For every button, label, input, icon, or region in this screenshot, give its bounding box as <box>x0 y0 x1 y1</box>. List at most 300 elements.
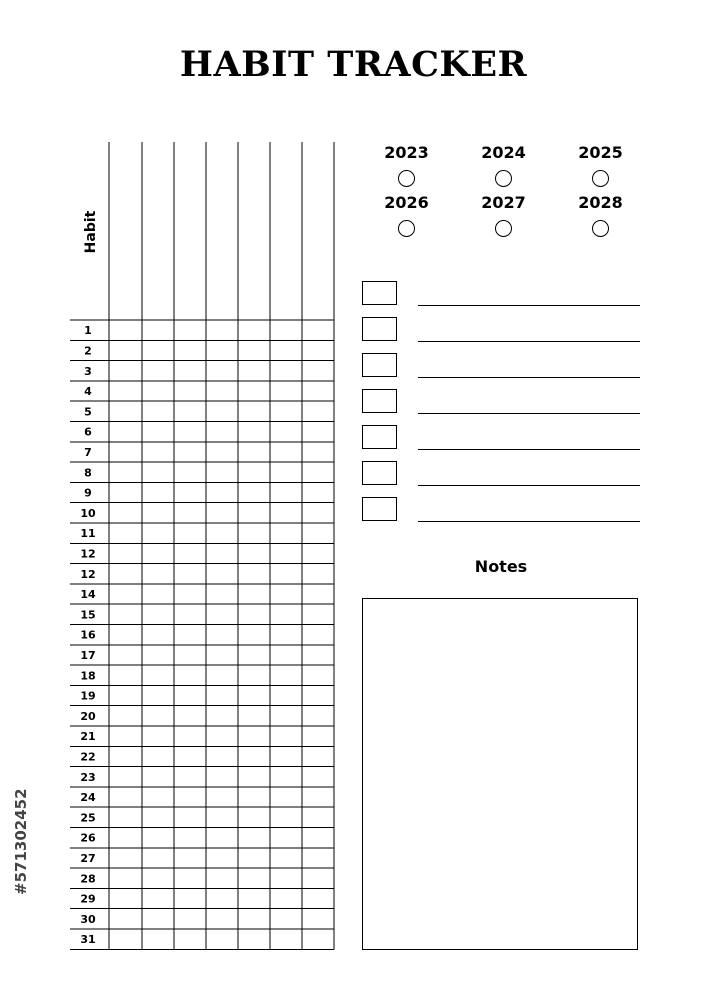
habit-check-cell[interactable] <box>109 929 142 949</box>
habit-check-cell[interactable] <box>109 909 142 929</box>
habit-check-cell[interactable] <box>302 787 334 807</box>
habit-check-cell[interactable] <box>174 381 206 401</box>
habit-check-cell[interactable] <box>206 543 238 563</box>
habit-check-cell[interactable] <box>109 625 142 645</box>
habit-check-cell[interactable] <box>174 848 206 868</box>
habit-name-cell[interactable] <box>109 142 142 320</box>
habit-check-cell[interactable] <box>206 828 238 848</box>
habit-check-cell[interactable] <box>142 828 174 848</box>
habit-check-cell[interactable] <box>206 401 238 421</box>
habit-check-cell[interactable] <box>174 604 206 624</box>
habit-check-cell[interactable] <box>206 340 238 360</box>
habit-check-cell[interactable] <box>109 442 142 462</box>
year-option[interactable] <box>455 192 552 240</box>
year-radio[interactable] <box>495 170 512 187</box>
day-number: 3 <box>84 364 92 378</box>
habit-check-cell[interactable] <box>238 340 270 360</box>
habit-check-cell[interactable] <box>142 665 174 685</box>
habit-check-cell[interactable] <box>142 787 174 807</box>
habit-check-cell[interactable] <box>206 909 238 929</box>
habit-check-cell[interactable] <box>302 685 334 705</box>
habit-check-cell[interactable] <box>109 361 142 381</box>
habit-check-cell[interactable] <box>238 726 270 746</box>
habit-check-cell[interactable] <box>174 442 206 462</box>
habit-check-cell[interactable] <box>270 909 302 929</box>
habit-check-cell[interactable] <box>270 685 302 705</box>
habit-check-cell[interactable] <box>142 645 174 665</box>
day-number: 17 <box>80 648 96 662</box>
habit-check-cell[interactable] <box>270 807 302 827</box>
habit-check-cell[interactable] <box>109 543 142 563</box>
habit-check-cell[interactable] <box>206 462 238 482</box>
habit-check-cell[interactable] <box>142 767 174 787</box>
habit-check-cell[interactable] <box>142 807 174 827</box>
habit-check-cell[interactable] <box>302 726 334 746</box>
day-number: 11 <box>80 527 96 541</box>
day-number: 16 <box>80 628 96 642</box>
habit-check-cell[interactable] <box>270 848 302 868</box>
habit-check-cell[interactable] <box>206 645 238 665</box>
habit-check-cell[interactable] <box>238 320 270 340</box>
habit-check-cell[interactable] <box>142 340 174 360</box>
year-option[interactable] <box>358 192 455 240</box>
habit-check-cell[interactable] <box>302 828 334 848</box>
habit-check-cell[interactable] <box>238 706 270 726</box>
habit-check-cell[interactable] <box>270 706 302 726</box>
habit-check-cell[interactable] <box>142 442 174 462</box>
habit-check-cell[interactable] <box>174 503 206 523</box>
habit-check-cell[interactable] <box>109 604 142 624</box>
habit-check-cell[interactable] <box>142 482 174 502</box>
habit-check-cell[interactable] <box>142 909 174 929</box>
habit-check-cell[interactable] <box>238 787 270 807</box>
task-row <box>362 353 640 379</box>
task-line[interactable] <box>418 449 640 450</box>
habit-check-cell[interactable] <box>174 685 206 705</box>
habit-check-cell[interactable] <box>174 361 206 381</box>
habit-check-cell[interactable] <box>302 584 334 604</box>
habit-check-cell[interactable] <box>109 645 142 665</box>
habit-check-cell[interactable] <box>206 584 238 604</box>
page-title: HABIT TRACKER <box>179 44 528 85</box>
habit-check-cell[interactable] <box>206 767 238 787</box>
habit-check-cell[interactable] <box>142 361 174 381</box>
habit-check-cell[interactable] <box>206 320 238 340</box>
habit-check-cell[interactable] <box>109 828 142 848</box>
habit-check-cell[interactable] <box>270 767 302 787</box>
habit-check-cell[interactable] <box>142 726 174 746</box>
habit-check-cell[interactable] <box>109 584 142 604</box>
habit-check-cell[interactable] <box>302 888 334 908</box>
task-row <box>362 281 640 307</box>
habit-check-cell[interactable] <box>302 868 334 888</box>
habit-check-cell[interactable] <box>174 888 206 908</box>
habit-check-cell[interactable] <box>302 503 334 523</box>
habit-check-cell[interactable] <box>206 888 238 908</box>
day-number: 2 <box>84 344 92 358</box>
task-line[interactable] <box>418 521 640 522</box>
habit-check-cell[interactable] <box>206 685 238 705</box>
habit-check-cell[interactable] <box>206 665 238 685</box>
habit-check-cell[interactable] <box>238 868 270 888</box>
habit-check-cell[interactable] <box>270 888 302 908</box>
habit-check-cell[interactable] <box>174 543 206 563</box>
habit-check-cell[interactable] <box>109 868 142 888</box>
year-label: 2025 <box>578 143 623 162</box>
day-number: 24 <box>80 791 96 805</box>
habit-check-cell[interactable] <box>206 422 238 442</box>
day-number: 1 <box>84 324 92 338</box>
habit-check-cell[interactable] <box>270 320 302 340</box>
day-number: 6 <box>84 425 92 439</box>
habit-check-cell[interactable] <box>238 584 270 604</box>
habit-check-cell[interactable] <box>206 868 238 888</box>
year-option[interactable] <box>455 142 552 190</box>
day-number: 27 <box>80 851 96 865</box>
habit-check-cell[interactable] <box>206 381 238 401</box>
year-label: 2027 <box>481 193 526 212</box>
habit-check-cell[interactable] <box>174 340 206 360</box>
habit-check-cell[interactable] <box>174 401 206 421</box>
habit-check-cell[interactable] <box>302 401 334 421</box>
task-checkbox[interactable] <box>362 461 397 485</box>
year-option[interactable] <box>552 192 649 240</box>
habit-check-cell[interactable] <box>302 645 334 665</box>
habit-check-cell[interactable] <box>302 767 334 787</box>
day-number: 14 <box>80 588 96 602</box>
habit-check-cell[interactable] <box>270 523 302 543</box>
day-number: 8 <box>84 466 92 480</box>
habit-check-cell[interactable] <box>302 848 334 868</box>
habit-check-cell[interactable] <box>206 564 238 584</box>
habit-check-cell[interactable] <box>270 828 302 848</box>
habit-check-cell[interactable] <box>142 584 174 604</box>
habit-check-cell[interactable] <box>238 564 270 584</box>
habit-check-cell[interactable] <box>174 584 206 604</box>
habit-check-cell[interactable] <box>174 787 206 807</box>
habit-check-cell[interactable] <box>109 422 142 442</box>
task-checkbox[interactable] <box>362 497 397 521</box>
habit-check-cell[interactable] <box>238 625 270 645</box>
habit-check-cell[interactable] <box>206 726 238 746</box>
habit-check-cell[interactable] <box>302 909 334 929</box>
habit-check-cell[interactable] <box>238 543 270 563</box>
habit-check-cell[interactable] <box>238 828 270 848</box>
habit-check-cell[interactable] <box>302 442 334 462</box>
year-radio[interactable] <box>398 170 415 187</box>
habit-check-cell[interactable] <box>238 685 270 705</box>
habit-check-cell[interactable] <box>109 482 142 502</box>
year-radio[interactable] <box>398 220 415 237</box>
habit-check-cell[interactable] <box>206 706 238 726</box>
day-number: 15 <box>80 608 96 622</box>
habit-column-label: Habit <box>83 210 99 254</box>
habit-check-cell[interactable] <box>270 787 302 807</box>
day-number: 4 <box>84 385 92 399</box>
habit-check-cell[interactable] <box>109 340 142 360</box>
habit-check-cell[interactable] <box>109 746 142 766</box>
habit-check-cell[interactable] <box>174 665 206 685</box>
day-number: 29 <box>80 892 96 906</box>
habit-check-cell[interactable] <box>302 340 334 360</box>
habit-check-cell[interactable] <box>109 564 142 584</box>
habit-check-cell[interactable] <box>142 685 174 705</box>
day-number: 9 <box>84 486 92 500</box>
habit-check-cell[interactable] <box>174 523 206 543</box>
habit-check-cell[interactable] <box>174 320 206 340</box>
habit-check-cell[interactable] <box>270 625 302 645</box>
habit-check-cell[interactable] <box>302 625 334 645</box>
task-row <box>362 317 640 343</box>
habit-check-cell[interactable] <box>109 462 142 482</box>
habit-name-cell[interactable] <box>174 142 206 320</box>
day-number: 21 <box>80 730 96 744</box>
habit-name-cell[interactable] <box>238 142 270 320</box>
habit-check-cell[interactable] <box>302 604 334 624</box>
habit-check-cell[interactable] <box>270 604 302 624</box>
habit-check-cell[interactable] <box>270 401 302 421</box>
habit-check-cell[interactable] <box>238 888 270 908</box>
year-label: 2026 <box>384 193 429 212</box>
habit-check-cell[interactable] <box>302 381 334 401</box>
year-option[interactable] <box>358 142 455 190</box>
task-checkbox[interactable] <box>362 353 397 377</box>
habit-check-cell[interactable] <box>302 462 334 482</box>
habit-check-cell[interactable] <box>174 645 206 665</box>
habit-check-cell[interactable] <box>174 706 206 726</box>
habit-check-cell[interactable] <box>270 564 302 584</box>
habit-check-cell[interactable] <box>142 401 174 421</box>
habit-check-cell[interactable] <box>174 422 206 442</box>
habit-check-cell[interactable] <box>174 482 206 502</box>
task-checkbox[interactable] <box>362 317 397 341</box>
habit-check-cell[interactable] <box>238 645 270 665</box>
habit-check-cell[interactable] <box>142 543 174 563</box>
day-number: 30 <box>80 912 96 926</box>
notes-title: Notes <box>474 557 528 576</box>
habit-check-cell[interactable] <box>109 503 142 523</box>
habit-check-cell[interactable] <box>109 787 142 807</box>
habit-check-cell[interactable] <box>302 523 334 543</box>
habit-check-cell[interactable] <box>109 888 142 908</box>
habit-check-cell[interactable] <box>142 503 174 523</box>
task-checkbox[interactable] <box>362 425 397 449</box>
habit-check-cell[interactable] <box>270 462 302 482</box>
day-number: 18 <box>80 669 96 683</box>
habit-check-cell[interactable] <box>142 320 174 340</box>
day-number: 20 <box>80 709 96 723</box>
habit-check-cell[interactable] <box>109 726 142 746</box>
habit-check-cell[interactable] <box>302 929 334 949</box>
day-number: 31 <box>80 933 96 947</box>
year-selector <box>358 142 648 240</box>
task-line[interactable] <box>418 305 640 306</box>
habit-check-cell[interactable] <box>238 381 270 401</box>
habit-check-cell[interactable] <box>206 848 238 868</box>
habit-check-cell[interactable] <box>206 523 238 543</box>
habit-check-cell[interactable] <box>270 361 302 381</box>
task-row <box>362 497 640 523</box>
habit-check-cell[interactable] <box>109 706 142 726</box>
day-number: 10 <box>80 506 96 520</box>
habit-check-cell[interactable] <box>270 482 302 502</box>
habit-check-cell[interactable] <box>302 543 334 563</box>
habit-check-cell[interactable] <box>142 462 174 482</box>
habit-check-cell[interactable] <box>270 503 302 523</box>
habit-check-cell[interactable] <box>174 929 206 949</box>
year-label: 2028 <box>578 193 623 212</box>
task-checkbox[interactable] <box>362 389 397 413</box>
habit-check-cell[interactable] <box>270 422 302 442</box>
habit-check-cell[interactable] <box>238 361 270 381</box>
habit-check-cell[interactable] <box>142 868 174 888</box>
habit-check-cell[interactable] <box>109 767 142 787</box>
habit-check-cell[interactable] <box>109 381 142 401</box>
habit-check-cell[interactable] <box>142 564 174 584</box>
habit-check-cell[interactable] <box>238 442 270 462</box>
year-label: 2023 <box>384 143 429 162</box>
habit-name-cell[interactable] <box>142 142 174 320</box>
task-line[interactable] <box>418 413 640 414</box>
habit-check-cell[interactable] <box>238 401 270 421</box>
habit-check-cell[interactable] <box>302 361 334 381</box>
habit-check-cell[interactable] <box>206 929 238 949</box>
habit-check-cell[interactable] <box>142 929 174 949</box>
year-option[interactable] <box>552 142 649 190</box>
habit-check-cell[interactable] <box>238 848 270 868</box>
habit-check-cell[interactable] <box>302 706 334 726</box>
habit-check-cell[interactable] <box>302 564 334 584</box>
habit-check-cell[interactable] <box>142 381 174 401</box>
habit-check-cell[interactable] <box>174 625 206 645</box>
stock-id-watermark: #571302452 <box>12 788 30 895</box>
habit-check-cell[interactable] <box>142 422 174 442</box>
habit-check-cell[interactable] <box>270 868 302 888</box>
day-number: 25 <box>80 811 96 825</box>
habit-check-cell[interactable] <box>109 685 142 705</box>
habit-check-cell[interactable] <box>174 726 206 746</box>
habit-check-cell[interactable] <box>142 523 174 543</box>
habit-check-cell[interactable] <box>238 767 270 787</box>
habit-check-cell[interactable] <box>142 746 174 766</box>
habit-check-cell[interactable] <box>206 746 238 766</box>
habit-check-cell[interactable] <box>142 888 174 908</box>
day-number: 12 <box>80 547 96 561</box>
habit-check-cell[interactable] <box>238 523 270 543</box>
habit-check-cell[interactable] <box>174 767 206 787</box>
habit-check-cell[interactable] <box>174 909 206 929</box>
habit-check-cell[interactable] <box>109 401 142 421</box>
day-number: 23 <box>80 770 96 784</box>
day-number: 5 <box>84 405 92 419</box>
habit-check-cell[interactable] <box>109 665 142 685</box>
habit-check-cell[interactable] <box>238 807 270 827</box>
habit-check-cell[interactable] <box>238 929 270 949</box>
task-row <box>362 425 640 451</box>
habit-check-cell[interactable] <box>302 422 334 442</box>
day-number: 7 <box>84 445 92 459</box>
habit-check-cell[interactable] <box>238 746 270 766</box>
habit-check-cell[interactable] <box>238 604 270 624</box>
habit-check-cell[interactable] <box>142 604 174 624</box>
habit-check-cell[interactable] <box>174 462 206 482</box>
task-line[interactable] <box>418 341 640 342</box>
habit-check-cell[interactable] <box>109 848 142 868</box>
habit-check-cell[interactable] <box>238 909 270 929</box>
notes-box[interactable] <box>362 598 638 950</box>
habit-check-cell[interactable] <box>302 807 334 827</box>
habit-check-cell[interactable] <box>302 665 334 685</box>
habit-check-cell[interactable] <box>302 482 334 502</box>
habit-check-cell[interactable] <box>174 807 206 827</box>
year-radio[interactable] <box>592 220 609 237</box>
habit-check-cell[interactable] <box>270 665 302 685</box>
habit-check-cell[interactable] <box>174 828 206 848</box>
day-number: 12 <box>80 567 96 581</box>
habit-check-cell[interactable] <box>270 584 302 604</box>
habit-check-cell[interactable] <box>142 848 174 868</box>
habit-check-cell[interactable] <box>206 604 238 624</box>
year-label: 2024 <box>481 143 526 162</box>
task-line[interactable] <box>418 377 640 378</box>
habit-check-cell[interactable] <box>270 340 302 360</box>
habit-check-cell[interactable] <box>174 746 206 766</box>
day-number: 19 <box>80 689 96 703</box>
habit-name-cell[interactable] <box>302 142 334 320</box>
habit-check-cell[interactable] <box>206 807 238 827</box>
habit-check-cell[interactable] <box>238 665 270 685</box>
habit-check-cell[interactable] <box>270 381 302 401</box>
habit-check-cell[interactable] <box>109 807 142 827</box>
habit-check-cell[interactable] <box>206 787 238 807</box>
habit-name-cell[interactable] <box>270 142 302 320</box>
habit-check-cell[interactable] <box>206 503 238 523</box>
day-number: 22 <box>80 750 96 764</box>
day-number: 28 <box>80 872 96 886</box>
habit-check-cell[interactable] <box>109 523 142 543</box>
habit-check-cell[interactable] <box>270 746 302 766</box>
habit-check-cell[interactable] <box>270 442 302 462</box>
habit-check-cell[interactable] <box>238 482 270 502</box>
habit-check-cell[interactable] <box>206 442 238 462</box>
habit-check-cell[interactable] <box>142 625 174 645</box>
habit-check-cell[interactable] <box>206 625 238 645</box>
habit-check-cell[interactable] <box>142 706 174 726</box>
habit-check-cell[interactable] <box>238 503 270 523</box>
task-row <box>362 461 640 487</box>
habit-check-cell[interactable] <box>270 543 302 563</box>
habit-check-cell[interactable] <box>270 726 302 746</box>
habit-check-cell[interactable] <box>302 320 334 340</box>
habit-check-cell[interactable] <box>238 462 270 482</box>
task-row <box>362 389 640 415</box>
habit-check-cell[interactable] <box>206 482 238 502</box>
habit-name-cell[interactable] <box>206 142 238 320</box>
habit-check-cell[interactable] <box>174 564 206 584</box>
year-radio[interactable] <box>495 220 512 237</box>
habit-check-cell[interactable] <box>109 320 142 340</box>
year-radio[interactable] <box>592 170 609 187</box>
habit-check-cell[interactable] <box>302 746 334 766</box>
habit-check-cell[interactable] <box>270 645 302 665</box>
task-line[interactable] <box>418 485 640 486</box>
habit-check-cell[interactable] <box>270 929 302 949</box>
day-number: 26 <box>80 831 96 845</box>
task-checkbox[interactable] <box>362 281 397 305</box>
habit-check-cell[interactable] <box>174 868 206 888</box>
habit-check-cell[interactable] <box>238 422 270 442</box>
habit-check-cell[interactable] <box>206 361 238 381</box>
